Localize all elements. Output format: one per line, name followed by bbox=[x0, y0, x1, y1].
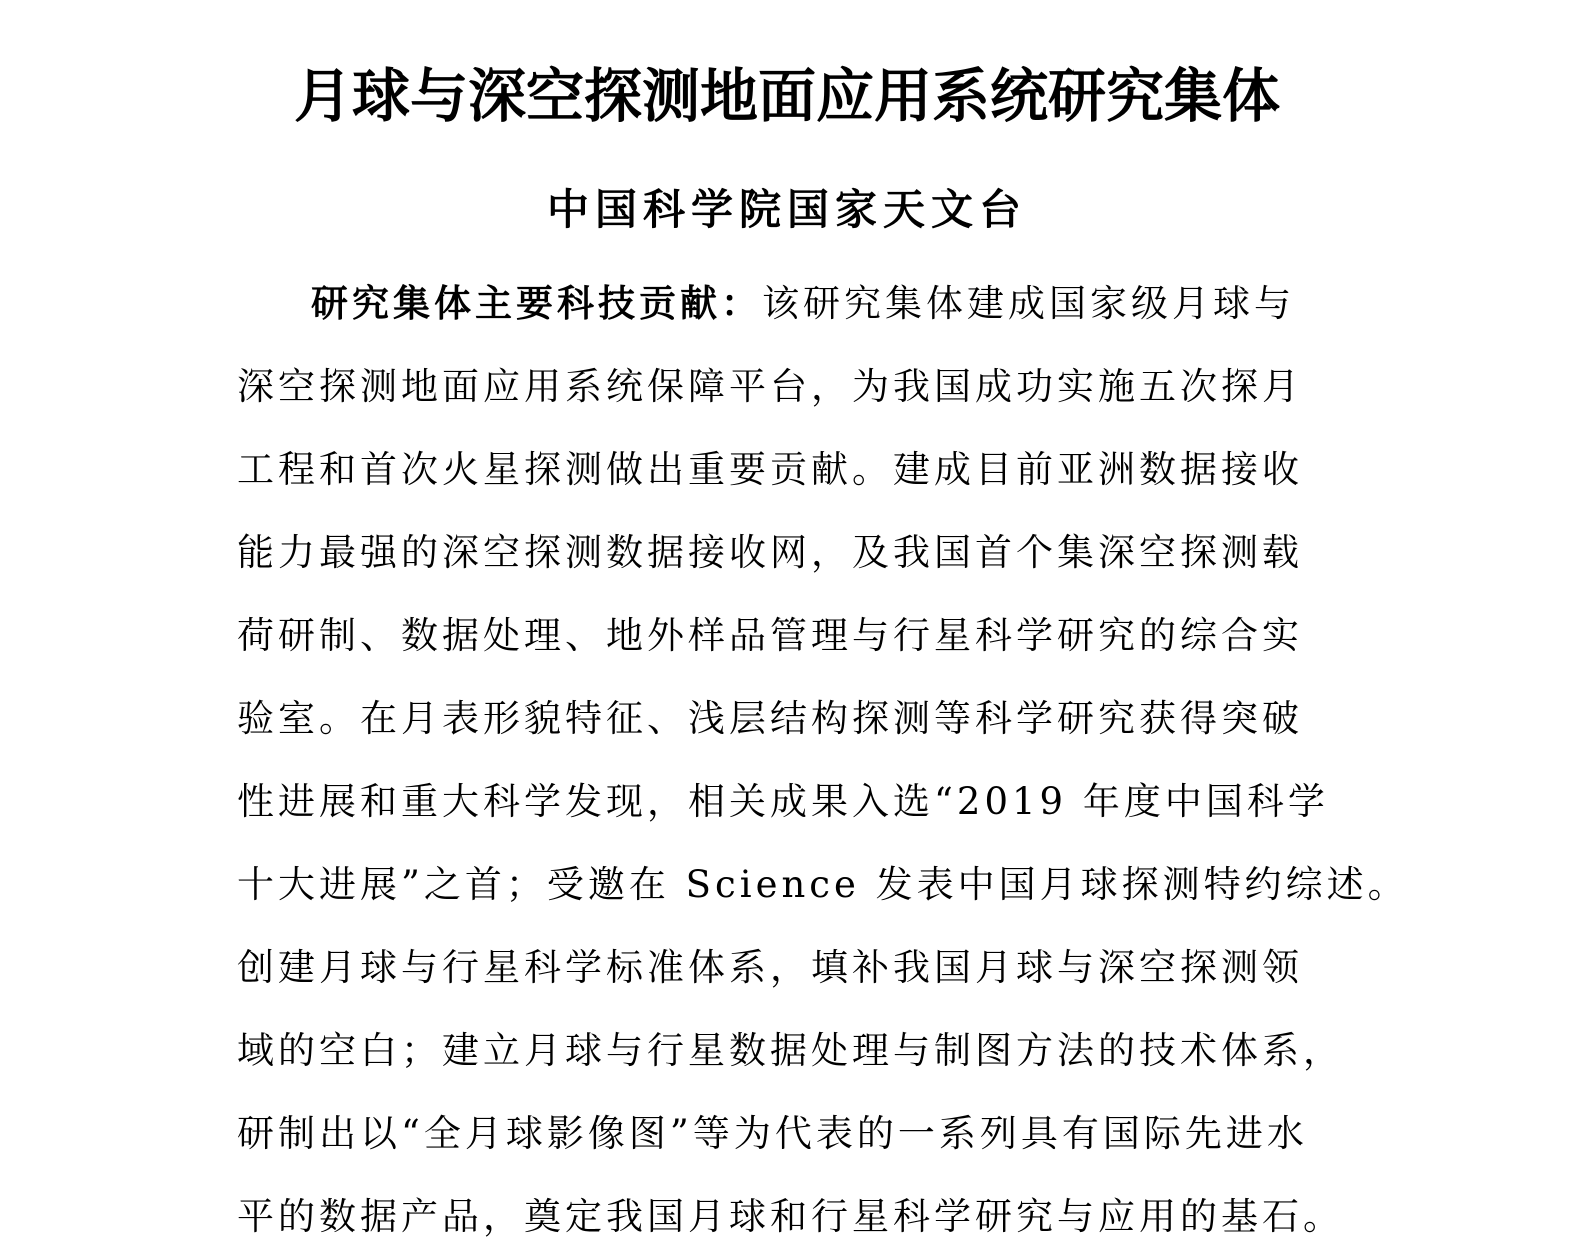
contribution-paragraph bbox=[237, 262, 1409, 1258]
paragraph-line: 能力最强的深空探测数据接收网，及我国首个集深空探测载 bbox=[237, 531, 1303, 574]
paragraph-line: 荷研制、数据处理、地外样品管理与行星科学研究的综合实 bbox=[237, 614, 1303, 657]
organization-name: 中国科学院国家天文台 bbox=[546, 185, 1027, 234]
paragraph-line: 验室。在月表形貌特征、浅层结构探测等科学研究获得突破 bbox=[237, 697, 1303, 740]
paragraph-line: 研制出以“全月球影像图”等为代表的一系列具有国际先进水 bbox=[237, 1112, 1308, 1155]
contribution-lead: 研究集体主要科技贡献： bbox=[311, 281, 762, 325]
document-title: 月球与深空探测地面应用系统研究集体 bbox=[293, 62, 1280, 130]
paragraph-line: 平的数据产品，奠定我国月球和行星科学研究与应用的基石。 bbox=[237, 1195, 1344, 1238]
paragraph-line: 深空探测地面应用系统保障平台，为我国成功实施五次探月 bbox=[237, 365, 1303, 408]
paragraph-line: 工程和首次火星探测做出重要贡献。建成目前亚洲数据接收 bbox=[237, 448, 1303, 491]
paragraph-line: 性进展和重大科学发现，相关成果入选“2019 年度中国科学 bbox=[237, 780, 1329, 823]
paragraph-line bbox=[237, 262, 1357, 345]
paragraph-line: 域的空白；建立月球与行星数据处理与制图方法的技术体系， bbox=[237, 1029, 1344, 1072]
paragraph-line-text: 该研究集体建成国家级月球与 bbox=[762, 282, 1295, 325]
paragraph-line: 十大进展”之首；受邀在 Science 发表中国月球探测特约综述。 bbox=[237, 863, 1409, 906]
paragraph-line: 创建月球与行星科学标准体系，填补我国月球与深空探测领 bbox=[237, 946, 1303, 989]
